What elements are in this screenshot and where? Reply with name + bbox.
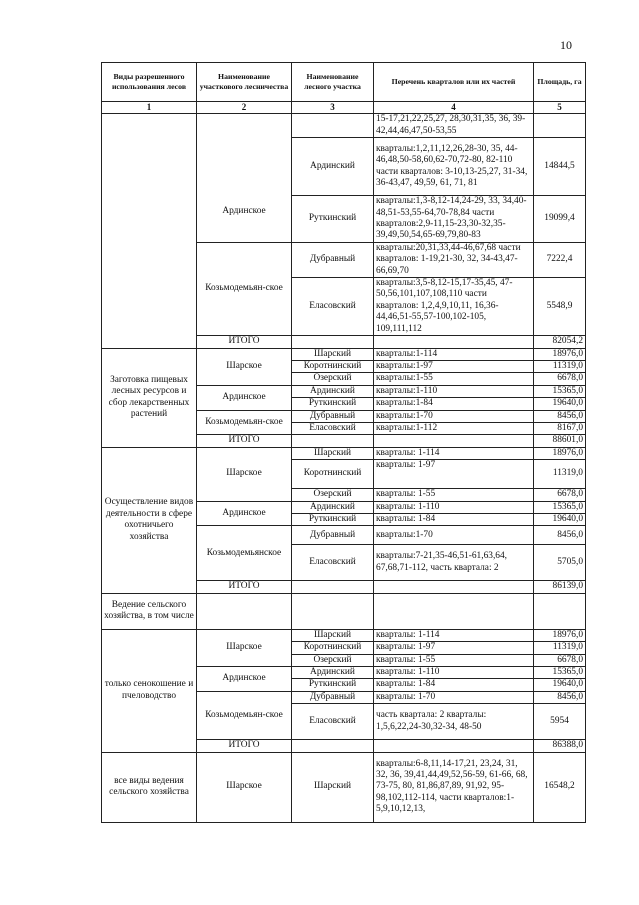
- plot-cell: Еласовский: [292, 278, 374, 336]
- area-cell: 19640,0: [534, 679, 586, 691]
- col-number: 1: [102, 102, 197, 114]
- quarters-cell: кварталы:1,2,11,12,26,28-30, 35, 44-46,48,50-58,60,62-70,72-80, 82-110 части кварталов: 3-10,13-25,27, 31-34, 36-43,47, 49,59, 61, 71, 81: [374, 138, 534, 196]
- plot-cell: Руткинский: [292, 398, 374, 410]
- area-cell: 6678,0: [534, 489, 586, 501]
- col-number: 3: [292, 102, 374, 114]
- header-forestry: Наименование участкового лесничества: [197, 63, 292, 102]
- plot-cell: Руткинский: [292, 196, 374, 243]
- plot-cell: Ардинский: [292, 501, 374, 513]
- quarters-cell: кварталы: 1-114: [374, 447, 534, 459]
- area-cell: 8456,0: [534, 691, 586, 703]
- plot-cell: Дубравный: [292, 242, 374, 277]
- empty-cell: [534, 593, 586, 629]
- quarters-cell: кварталы:1-97: [374, 360, 534, 372]
- forestry-cell: Козьмодемьян-ское: [197, 242, 292, 335]
- area-cell: 7222,4: [534, 242, 586, 277]
- forestry-cell: Ардинское: [197, 667, 292, 692]
- forestry-cell: Шарское: [197, 447, 292, 501]
- quarters-cell: кварталы:1-70: [374, 526, 534, 545]
- header-quarters: Перечень кварталов или их частей: [374, 63, 534, 102]
- quarters-cell: кварталы:7-21,35-46,51-61,63,64, 67,68,71-112, часть квартала: 2: [374, 545, 534, 581]
- use-type-cell: Заготовка пищевых лесных ресурсов и сбор лекарственных растений: [102, 348, 197, 447]
- plot-cell: Ардинский: [292, 667, 374, 679]
- forestry-cell: Шарское: [197, 629, 292, 666]
- empty-cell: [374, 593, 534, 629]
- quarters-cell: кварталы:1-112: [374, 422, 534, 434]
- total-label: ИТОГО: [197, 740, 292, 752]
- quarters-cell: кварталы:1,3-8,12-14,24-29, 33, 34,40-48,51-53,55-64,70-78,84 части кварталов:2,9-11,15-23,30-32,35-39,49,50,54,65-69,79,80-83: [374, 196, 534, 243]
- empty-cell: [374, 336, 534, 348]
- area-cell: 15365,0: [534, 667, 586, 679]
- use-type-cell: [102, 114, 197, 348]
- quarters-cell: кварталы: 1-110: [374, 501, 534, 513]
- plot-cell: Дубравный: [292, 410, 374, 422]
- quarters-cell: кварталы:1-70: [374, 410, 534, 422]
- table-row: [102, 114, 586, 138]
- area-cell: 19099,4: [534, 196, 586, 243]
- area-cell: 6678,0: [534, 654, 586, 666]
- quarters-cell: кварталы: 1-55: [374, 654, 534, 666]
- quarters-cell: кварталы: 1-114: [374, 629, 534, 641]
- area-cell: 5705,0: [534, 545, 586, 581]
- quarters-cell: кварталы:20,31,33,44-46,67,68 части кварталов: 1-19,21-30, 32, 34-43,47-66,69,70: [374, 242, 534, 277]
- quarters-cell: кварталы:6-8,11,14-17,21, 23,24, 31, 32, 36, 39,41,44,49,52,56-59, 61-66, 68, 73-75, 80, 81,86,87,89, 91,92, 95-98,102,112-114, части кварталов:1-5,9,10,12,13,: [374, 752, 534, 822]
- forestry-cell: Ардинское: [197, 114, 292, 242]
- plot-cell: Шарский: [292, 752, 374, 822]
- area-cell: 8167,0: [534, 422, 586, 434]
- total-area: 86139,0: [534, 581, 586, 593]
- table-row: [102, 593, 586, 629]
- column-number-row: [102, 102, 586, 114]
- forestry-cell: Шарское: [197, 348, 292, 385]
- plot-cell: Шарский: [292, 447, 374, 459]
- plot-cell: Руткинский: [292, 679, 374, 691]
- plot-cell: Ардинский: [292, 385, 374, 397]
- forestry-cell: Шарское: [197, 752, 292, 822]
- use-subtype-cell: все виды ведения сельского хозяйства: [102, 752, 197, 822]
- area-cell: 18976,0: [534, 629, 586, 641]
- area-cell: 18976,0: [534, 348, 586, 360]
- area-cell: 15365,0: [534, 501, 586, 513]
- forestry-cell: Ардинское: [197, 385, 292, 410]
- area-cell: 5954: [534, 704, 586, 740]
- plot-cell: Еласовский: [292, 422, 374, 434]
- empty-cell: [374, 740, 534, 752]
- forestry-cell: Козьмодемьян-ское: [197, 691, 292, 739]
- quarters-cell: кварталы:1-84: [374, 398, 534, 410]
- table-row: [102, 629, 586, 641]
- quarters-cell: кварталы: 1-55: [374, 489, 534, 501]
- header-plot: Наименование лесного участка: [292, 63, 374, 102]
- forest-use-table: [101, 62, 586, 823]
- area-cell: 11319,0: [534, 642, 586, 654]
- table-row: [102, 447, 586, 459]
- quarters-cell: кварталы:1-114: [374, 348, 534, 360]
- quarters-cell: кварталы:1-110: [374, 385, 534, 397]
- plot-cell: Ардинский: [292, 138, 374, 196]
- use-type-cell: Осуществление видов деятельности в сфере охотничьего хозяйства: [102, 447, 197, 593]
- plot-cell: Еласовский: [292, 545, 374, 581]
- area-cell: 19640,0: [534, 513, 586, 525]
- plot-cell: Озерский: [292, 373, 374, 385]
- area-cell: 15365,0: [534, 385, 586, 397]
- plot-cell: Дубравный: [292, 526, 374, 545]
- quarters-cell: кварталы: 1-84: [374, 679, 534, 691]
- empty-cell: [292, 593, 374, 629]
- plot-cell: Озерский: [292, 654, 374, 666]
- quarters-cell: кварталы:3,5-8,12-15,17-35,45, 47-50,56,101,107,108,110 части кварталов: 1,2,4,9,10,11, 16,36-44,46,51-55,57-100,102-105, 109,111,112: [374, 278, 534, 336]
- plot-cell: Шарский: [292, 629, 374, 641]
- empty-cell: [292, 336, 374, 348]
- forestry-cell: Козьмодемьянское: [197, 526, 292, 581]
- plot-cell: [292, 114, 374, 138]
- plot-cell: Шарский: [292, 348, 374, 360]
- area-cell: 11319,0: [534, 460, 586, 489]
- table-row: [102, 752, 586, 822]
- col-number: 2: [197, 102, 292, 114]
- area-cell: 14844,5: [534, 138, 586, 196]
- header-area: Площадь, га: [534, 63, 586, 102]
- empty-cell: [374, 435, 534, 447]
- page-number: 10: [560, 38, 572, 52]
- empty-cell: [292, 581, 374, 593]
- total-area: 88601,0: [534, 435, 586, 447]
- plot-cell: Руткинский: [292, 513, 374, 525]
- plot-cell: Озерский: [292, 489, 374, 501]
- col-number: 5: [534, 102, 586, 114]
- empty-cell: [197, 593, 292, 629]
- plot-cell: Дубравный: [292, 691, 374, 703]
- table-row: [102, 348, 586, 360]
- area-cell: [534, 114, 586, 138]
- area-cell: 8456,0: [534, 410, 586, 422]
- empty-cell: [374, 581, 534, 593]
- empty-cell: [292, 435, 374, 447]
- total-label: ИТОГО: [197, 435, 292, 447]
- quarters-cell: кварталы:1-55: [374, 373, 534, 385]
- total-label: ИТОГО: [197, 336, 292, 348]
- header-use-type: Виды разрешенного использования лесов: [102, 63, 197, 102]
- col-number: 4: [374, 102, 534, 114]
- area-cell: 11319,0: [534, 360, 586, 372]
- area-cell: 8456,0: [534, 526, 586, 545]
- use-subtype-cell: только сенокошение и пчеловодство: [102, 629, 197, 752]
- forestry-cell: Ардинское: [197, 501, 292, 526]
- total-label: ИТОГО: [197, 581, 292, 593]
- total-area: 86388,0: [534, 740, 586, 752]
- quarters-cell: часть квартала: 2 кварталы: 1,5,6,22,24-30,32-34, 48-50: [374, 704, 534, 740]
- area-cell: 6678,0: [534, 373, 586, 385]
- area-cell: 19640,0: [534, 398, 586, 410]
- quarters-cell: кварталы: 1-97: [374, 460, 534, 489]
- plot-cell: Коротнинский: [292, 642, 374, 654]
- use-type-cell: Ведение сельского хозяйства, в том числе: [102, 593, 197, 629]
- total-area: 82054,2: [534, 336, 586, 348]
- plot-cell: Коротнинский: [292, 460, 374, 489]
- area-cell: 18976,0: [534, 447, 586, 459]
- quarters-cell: кварталы: 1-97: [374, 642, 534, 654]
- area-cell: 5548,9: [534, 278, 586, 336]
- quarters-cell: кварталы: 1-110: [374, 667, 534, 679]
- forestry-cell: Козьмодемьян-ское: [197, 410, 292, 435]
- quarters-cell: кварталы: 1-84: [374, 513, 534, 525]
- plot-cell: Еласовский: [292, 704, 374, 740]
- area-cell: 16548,2: [534, 752, 586, 822]
- empty-cell: [292, 740, 374, 752]
- plot-cell: Коротнинский: [292, 360, 374, 372]
- table-header-row: [102, 63, 586, 102]
- quarters-cell: кварталы: 1-70: [374, 691, 534, 703]
- quarters-cell: 15-17,21,22,25,27, 28,30,31,35, 36, 39-42,44,46,47,50-53,55: [374, 114, 534, 138]
